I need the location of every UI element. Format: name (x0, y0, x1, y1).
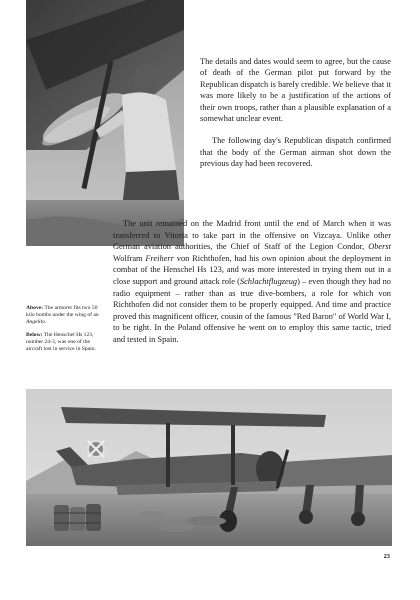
photo-captions (26, 305, 104, 360)
caption-above: Above: The armorer fits two 50 kilo bombs under the wing of an Angelito. (26, 305, 99, 326)
intro-paragraph-2: The following day's Republican dispatch confirmed that the body of the German airman shot down the previous day had been recovered. (200, 136, 391, 169)
intro-paragraph-1: The details and dates would seem to agree, but the cause of death of the German pilot put forward by the Republican dispatch is barely credible. We believe that it was more likely to be a justification of the actions of their own troops, rather than a plausible explanation of a somewhat unclear event. (200, 57, 391, 124)
armorer-photo (26, 0, 184, 246)
body-text (113, 218, 391, 346)
intro-text (200, 56, 391, 170)
henschel-aircraft-photo (26, 389, 392, 546)
page-number: 23 (383, 553, 390, 560)
body-paragraph: The unit remained on the Madrid front until the end of March when it was transferred to Vitoria to take part in the offensive on Vizcaya. Unlike other German aviation authorities, the Chief of Staff of the Legion Condor, Oberst Wolfram Freiherr von Richthofen, had his own opinion about the deployment in combat of the Henschel Hs 123, and was more interested in trying them out in a close support and ground attack role (Schlachtflugzeug) – even though they had no radio equipment – rather than as true dive-bombers, a role for which von Richthofen did not consider them to be properly equipped. And time and practice proved this magnificent officer, cousin of the famous "Red Baron" of World War I, to be right. In the Poland offensive he went on to employ this same tactic, tried and tested in Spain. (113, 219, 391, 344)
caption-below: Below: The Henschel Hs 123, number 24-3, was one of the aircraft lost in service in Spain. (26, 332, 96, 353)
